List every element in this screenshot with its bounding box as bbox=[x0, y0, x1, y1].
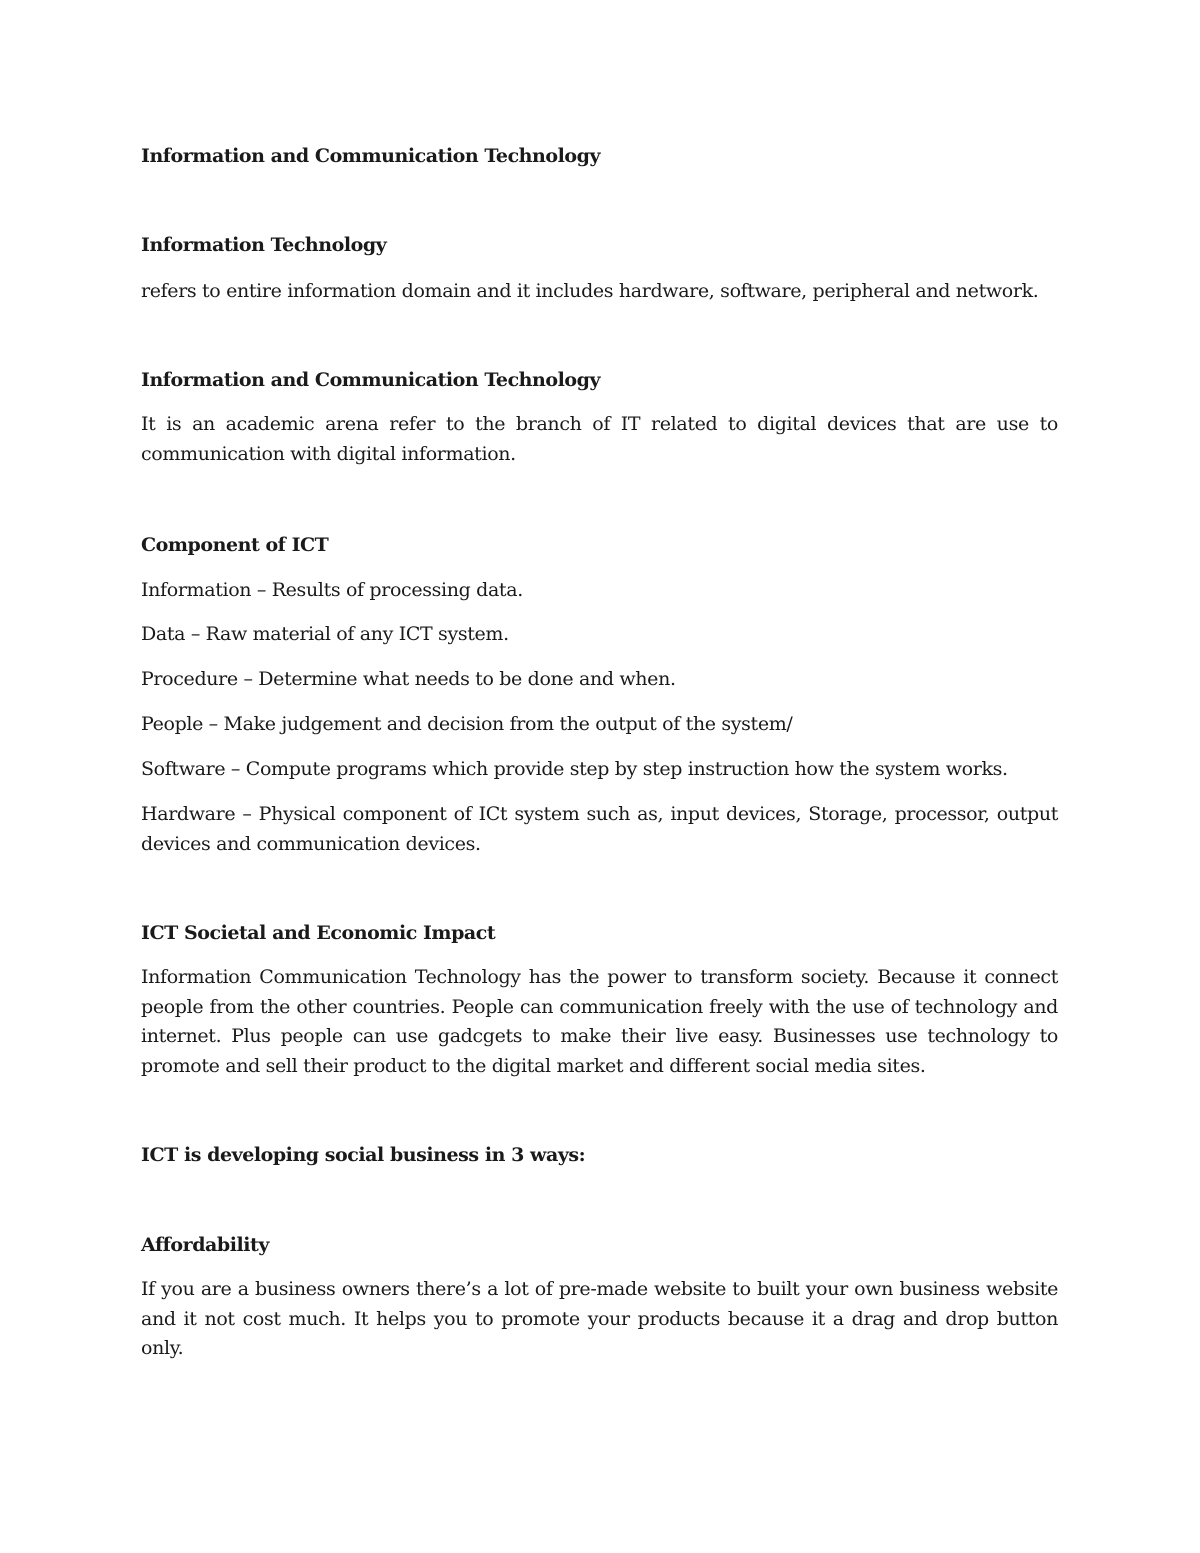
component-item-procedure: Procedure – Determine what needs to be done and when. bbox=[141, 668, 676, 690]
component-item-software: Software – Compute programs which provide step by step instruction how the system works. bbox=[141, 758, 1008, 780]
impact-paragraph: Information Communication Technology has the power to transform society. Because it connect people from the other countries. People can communication freely with the use of technology and internet. Plus people can use gadcgets to make their live easy. Businesses use technology to promote and sell their product to the digital market and different social media sites. bbox=[141, 966, 1058, 1077]
component-item-information: Information – Results of processing data. bbox=[141, 579, 523, 601]
impact-heading: ICT Societal and Economic Impact bbox=[141, 922, 496, 944]
it-definition: refers to entire information domain and it includes hardware, software, peripheral and network. bbox=[141, 280, 1039, 302]
component-item-data: Data – Raw material of any ICT system. bbox=[141, 623, 509, 645]
it-heading: Information Technology bbox=[141, 234, 387, 256]
ict-heading: Information and Communication Technology bbox=[141, 369, 601, 391]
component-item-people: People – Make judgement and decision from the output of the system/ bbox=[141, 713, 793, 735]
document-title: Information and Communication Technology bbox=[141, 145, 601, 167]
components-heading: Component of ICT bbox=[141, 534, 329, 556]
affordability-heading: Affordability bbox=[141, 1234, 269, 1256]
ict-definition: It is an academic arena refer to the branch of IT related to digital devices that are use to communication with digital information. bbox=[141, 413, 1058, 465]
ways-heading: ICT is developing social business in 3 ways: bbox=[141, 1144, 586, 1166]
component-item-hardware: Hardware – Physical component of ICt system such as, input devices, Storage, processor, output devices and communication devices. bbox=[141, 803, 1058, 855]
affordability-paragraph: If you are a business owners there’s a lot of pre-made website to built your own business website and it not cost much. It helps you to promote your products because it a drag and drop button only. bbox=[141, 1278, 1058, 1359]
